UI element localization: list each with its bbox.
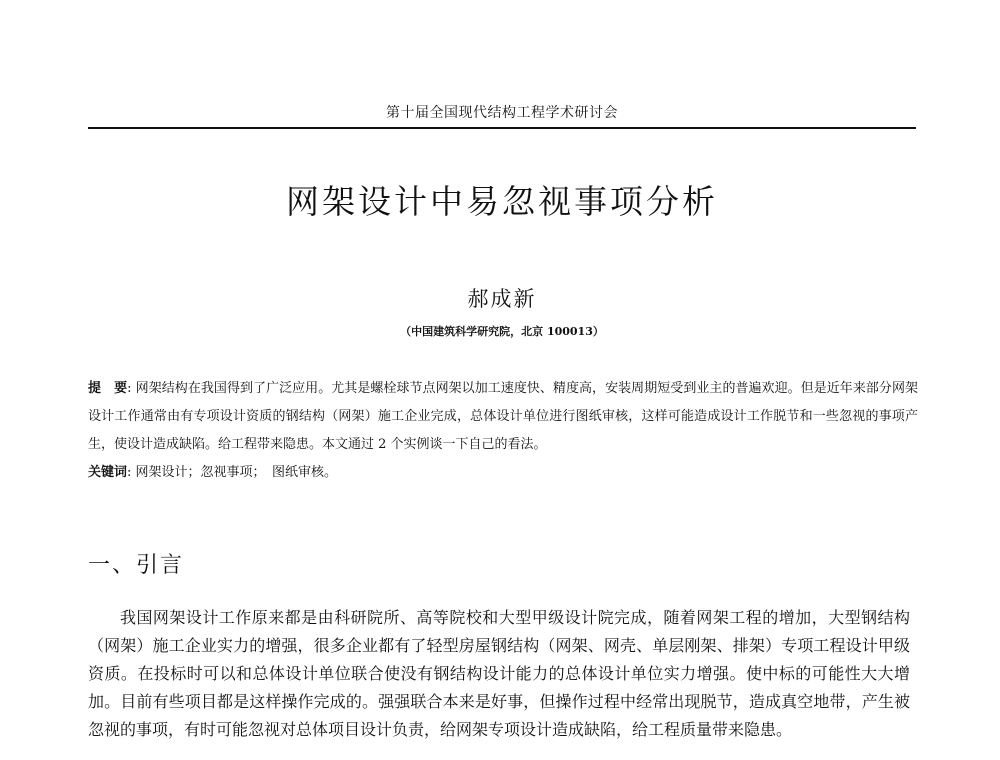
author-name: 郝成新 [467,287,537,311]
header-rule [88,127,916,129]
abstract-label: 提 要 [88,381,128,396]
abstract-text: : 网架结构在我国得到了广泛应用。尤其是螺栓球节点网架以加工速度快、精度高，安装周期短受到业主的普遍欢迎。但是近年来部分网架设计工作通常由有专项设计资质的钢结构（网架）施工企业完成，总体设计单位进行图纸审核，这样可能造成设计工作脱节和一些忽视的事项产生，使设计造成缺陷。给工程带来隐患。本文通过 2 个实例谈一下自己的看法。 [88,381,918,452]
abstract [88,375,918,459]
section-heading-introduction: 一、引言 [88,553,185,578]
keywords-label: 关键词 [88,465,128,480]
introduction-paragraph: 我国网架设计工作原来都是由科研院所、高等院校和大型甲级设计院完成，随着网架工程的增加，大型钢结构（网架）施工企业实力的增强，很多企业都有了轻型房屋钢结构（网架、网壳、单层刚架、排架）专项工程设计甲级资质。在投标时可以和总体设计单位联合使没有钢结构设计能力的总体设计单位实力增强。使中标的可能性大大增加。目前有些项目都是这样操作完成的。强强联合本来是好事，但操作过程中经常出现脱节，造成真空地带，产生被忽视的事项，有时可能忽视对总体项目设计负责，给网架专项设计造成缺陷，给工程质量带来隐患。 [88,608,910,739]
author-affiliation: （中国建筑科学研究院，北京 100013） [400,325,604,338]
paper-title: 网架设计中易忽视事项分析 [286,182,718,221]
running-header: 第十届全国现代结构工程学术研讨会 [386,105,618,121]
keywords-text: : 网架设计；忽视事项； 图纸审核。 [127,465,338,480]
keywords [88,459,918,487]
